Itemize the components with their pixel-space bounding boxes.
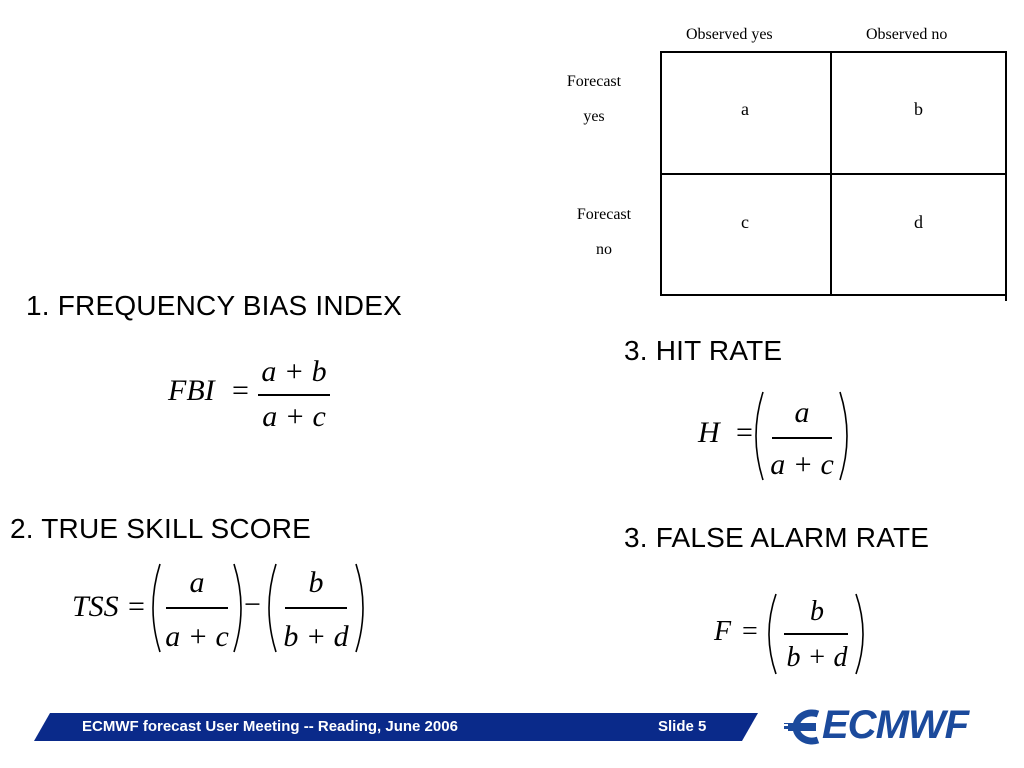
right-paren-icon (234, 564, 241, 652)
right-paren-icon (856, 594, 863, 674)
left-paren-icon (153, 564, 160, 652)
far-numerator: b (810, 596, 824, 627)
slide-number: Slide 5 (658, 718, 707, 735)
col-header-observed-yes: Observed yes (686, 26, 773, 43)
fraction-bar (784, 633, 848, 635)
table-cell-a: a (741, 99, 749, 119)
right-paren-icon (840, 392, 847, 480)
table-cell-d: d (914, 212, 923, 232)
fbi-heading: 1. FREQUENCY BIAS INDEX (26, 290, 402, 321)
far-lhs: F (714, 616, 732, 647)
hit-numerator: a (794, 396, 810, 429)
equals-sign: = (232, 374, 249, 407)
ecmwf-logo-icon (778, 708, 824, 746)
tss-numerator-1: a (189, 566, 205, 599)
row-header-line: Forecast (576, 206, 632, 223)
col-header-observed-no: Observed no (866, 26, 948, 43)
row-header-line: yes (583, 108, 605, 125)
fraction-bar (772, 437, 832, 439)
table-cell-b: b (914, 99, 923, 119)
row-header-line: Forecast (566, 73, 622, 90)
right-paren-icon (356, 564, 363, 652)
tss-denominator-2: b + d (283, 620, 349, 653)
equals-sign: = (736, 416, 753, 449)
minus-sign: − (244, 588, 261, 621)
fraction-bar (285, 607, 347, 609)
fbi-lhs: FBI (168, 374, 215, 407)
left-paren-icon (756, 392, 763, 480)
left-paren-icon (269, 564, 276, 652)
tss-heading: 2. TRUE SKILL SCORE (10, 513, 312, 544)
hit-denominator: a + c (770, 448, 834, 481)
tss-lhs: TSS (72, 590, 119, 623)
left-paren-icon (769, 594, 776, 674)
false-alarm-heading: 3. FALSE ALARM RATE (624, 522, 930, 553)
far-denominator: b + d (786, 642, 848, 673)
fbi-numerator: a + b (261, 355, 327, 388)
equals-sign: = (128, 590, 145, 623)
tss-denominator-1: a + c (165, 620, 229, 653)
hit-lhs: H (698, 416, 720, 449)
equals-sign: = (742, 616, 758, 647)
hit-rate-heading: 3. HIT RATE (624, 335, 783, 366)
row-header-line: no (596, 241, 612, 258)
tss-numerator-2: b (308, 566, 324, 599)
table-cell-c: c (741, 212, 749, 232)
fbi-denominator: a + c (262, 400, 326, 433)
footer-meeting-text: ECMWF forecast User Meeting -- Reading, June 2006 (82, 718, 458, 735)
fraction-bar (166, 607, 228, 609)
ecmwf-logo-text: ECMWF (822, 703, 969, 747)
